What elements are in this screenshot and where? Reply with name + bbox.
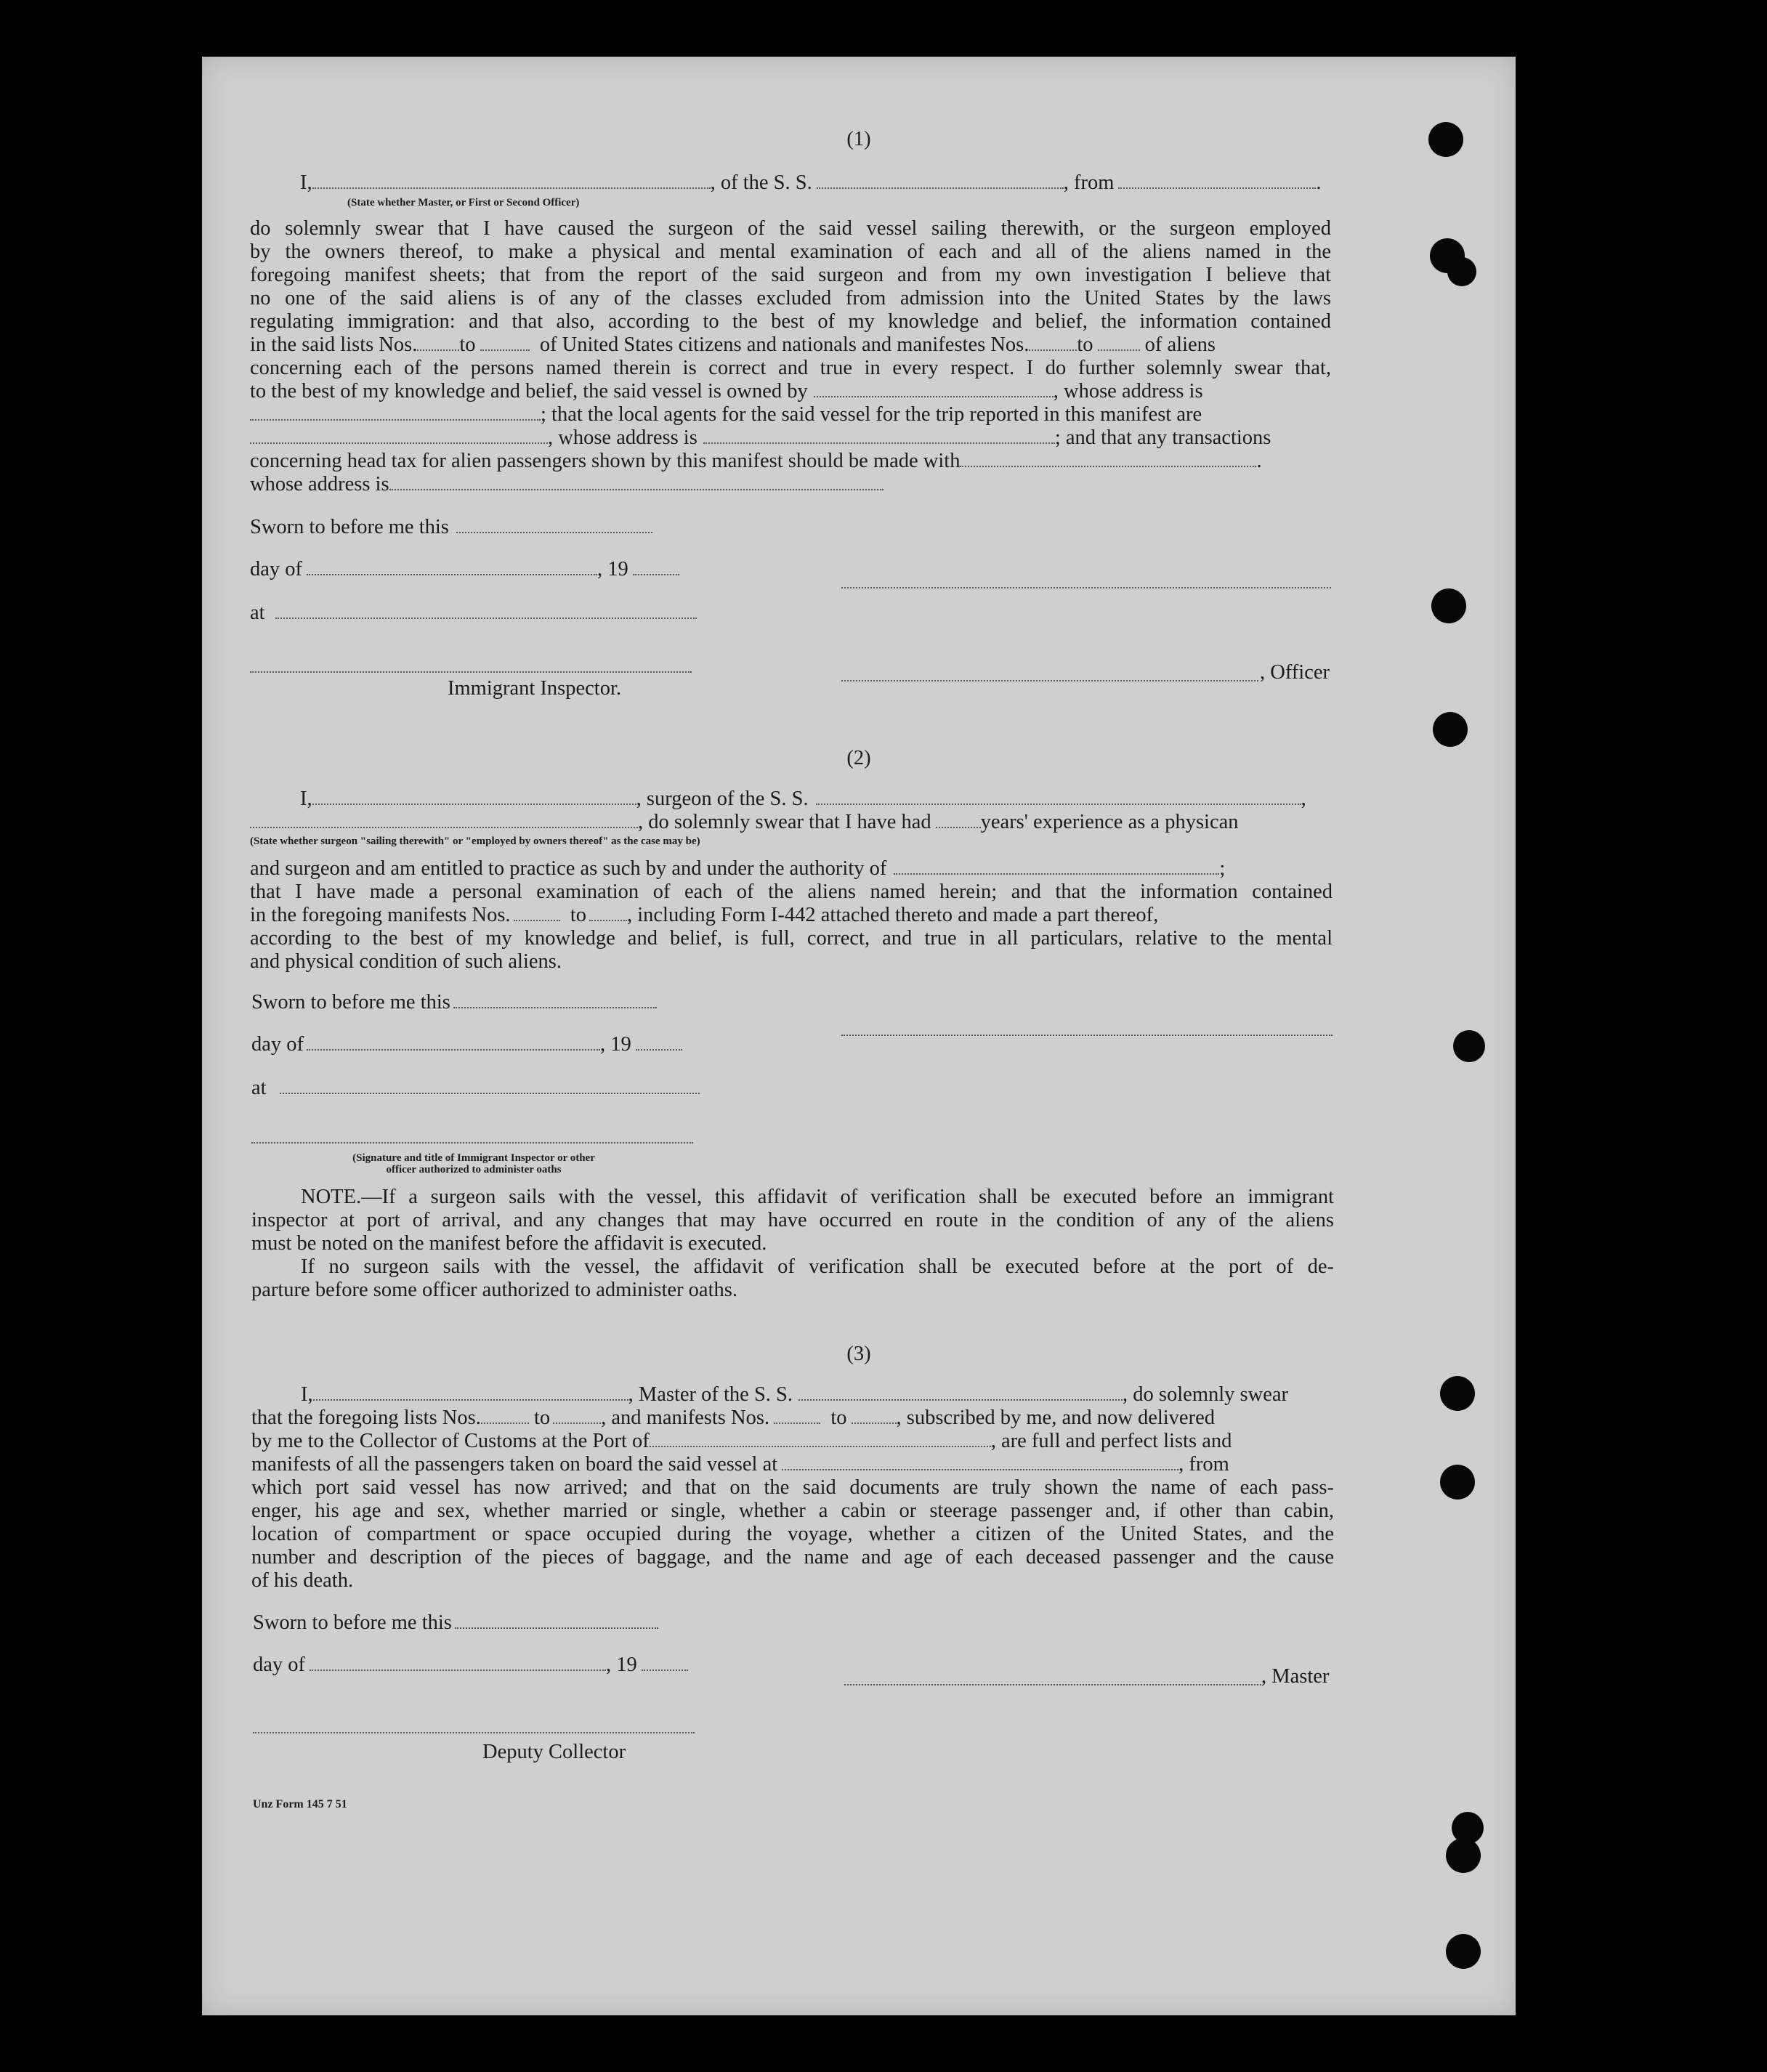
surgeon-signature-line — [841, 1035, 1333, 1036]
sworn-1: Sworn to before me this — [250, 516, 652, 539]
section-2-last-line: and physical condition of such aliens. — [250, 950, 562, 973]
owned-line: to the best of my knowledge and belief, the said vessel is owned by , whose address is — [250, 380, 1203, 402]
section-2-para-line: that I have made a personal examination of each of the aliens named herein; and that the information contained — [250, 881, 1333, 903]
punch-hole — [1433, 712, 1468, 747]
note-line: NOTE.—If a surgeon sails with the vessel, this affidavit of verification shall be executed before an immigrant — [301, 1186, 1334, 1208]
at-2: at — [251, 1077, 700, 1100]
whose-address-line: , whose address is ; and that any transactions — [250, 426, 1340, 450]
sworn-3: Sworn to before me this — [253, 1611, 658, 1635]
manifests-line: in the foregoing manifests Nos. to , including Form I-442 attached thereto and made a part thereof, — [250, 904, 1159, 926]
section-3-last-line: of his death. — [251, 1569, 354, 1592]
punch-hole — [1447, 257, 1476, 286]
section-3-para-line: location of compartment or space occupied during the voyage, whether a citizen of the United States, and the — [251, 1523, 1334, 1545]
officer-label: , Officer — [1260, 661, 1330, 684]
board-line: manifests of all the passengers taken on board the said vessel at , from — [251, 1453, 1229, 1476]
head-tax-line: concerning head tax for alien passengers shown by this manifest should be made with . — [250, 450, 1262, 472]
section-2-para-line: according to the best of my knowledge and belief, is full, correct, and true in all particulars, relative to the mental — [250, 927, 1333, 950]
section-1-number: (1) — [846, 128, 871, 150]
collector-signature-line — [253, 1732, 695, 1733]
section-3-para-line: number and description of the pieces of baggage, and the name and age of each deceased passenger and the cause — [251, 1546, 1334, 1569]
section-1-para-line: do solemnly swear that I have caused the surgeon of the said vessel sailing therewith, or the surgeon employed — [250, 217, 1331, 240]
punch-hole — [1440, 1465, 1475, 1500]
lists-line: in the said lists Nos. to of United States citizens and nationals and manifestes Nos. to of aliens — [250, 333, 1216, 356]
note-line: inspector at port of arrival, and any changes that may have occurred en route in the condition of any of the aliens — [251, 1209, 1334, 1231]
section-2-line-2: , do solemnly swear that I have had years' experience as a physican — [250, 811, 1485, 834]
section-3-para-line: enger, his age and sex, whether married or single, whether a cabin or steerage passenger and, if other than cabin, — [251, 1500, 1334, 1522]
surgeon-note: (State whether surgeon "sailing therewith" or "employed by owners thereof" as the case may be) — [250, 835, 700, 847]
deputy-collector-label: Deputy Collector — [482, 1741, 626, 1763]
section-1-para-line: foregoing manifest sheets; that from the report of the said surgeon and from my own investigation I believe that — [250, 264, 1331, 286]
form-sheet — [202, 57, 1516, 2015]
whose-line: whose address is — [250, 473, 1340, 496]
section-2-line-1: I, , surgeon of the S. S. , — [300, 788, 1306, 810]
agents-line: ; that the local agents for the said vessel for the trip reported in this manifest are — [250, 403, 1340, 426]
note-line: If no surgeon sails with the vessel, the affidavit of verification shall be executed before at the port of de- — [301, 1255, 1334, 1278]
master-label: , Master — [1261, 1665, 1330, 1688]
at-1: at — [250, 602, 697, 625]
port-line: by me to the Collector of Customs at the Port of , are full and perfect lists and — [251, 1430, 1232, 1452]
note-line: parture before some officer authorized to administer oaths. — [251, 1279, 737, 1301]
inspector-signature-line-2 — [251, 1142, 693, 1144]
punch-hole — [1446, 1934, 1481, 1969]
day-of-2: day of , 19 — [251, 1033, 682, 1056]
punch-hole — [1446, 1838, 1481, 1873]
immigrant-inspector-label: Immigrant Inspector. — [448, 677, 622, 700]
signature-line — [841, 587, 1331, 588]
inspector-signature-line — [250, 671, 692, 673]
officer-signature-line — [841, 680, 1258, 681]
section-3-line-1: I, , Master of the S. S. , do solemnly swear — [301, 1383, 1288, 1406]
section-1-para-line: by the owners thereof, to make a physical and mental examination of each and all of the aliens named in the — [250, 240, 1331, 263]
punch-hole — [1440, 1376, 1475, 1411]
form-id: Unz Form 145 7 51 — [253, 1798, 347, 1810]
section-1-para-line: no one of the said aliens is of any of the classes excluded from admission into the United States by the laws — [250, 287, 1331, 309]
punch-hole — [1453, 1030, 1485, 1062]
master-signature-line — [844, 1684, 1261, 1685]
signature-note: (Signature and title of Immigrant Inspector or other officer authorized to administer oaths — [352, 1152, 595, 1175]
punch-hole — [1431, 588, 1466, 623]
section-1-para-line: regulating immigration: and that also, according to the best of my knowledge and belief, the information contained — [250, 310, 1331, 333]
note-line: must be noted on the manifest before the affidavit is executed. — [251, 1232, 767, 1255]
day-of-3: day of , 19 — [253, 1654, 688, 1677]
sworn-2: Sworn to before me this — [251, 991, 657, 1014]
authority-line: and surgeon and am entitled to practice as such by and under the authority of ; — [250, 857, 1226, 880]
lists-line-3: that the foregoing lists Nos. to , and manifests Nos. to , subscribed by me, and now delivered — [251, 1407, 1215, 1429]
punch-hole — [1428, 122, 1463, 157]
officer-note: (State whether Master, or First or Second Officer) — [347, 197, 580, 209]
section-1-line-1: I, , of the S. S. , from . — [300, 171, 1322, 194]
day-of-1: day of , 19 — [250, 558, 679, 581]
concerning-line: concerning each of the persons named therein is correct and true in every respect. I do further solemnly swear that, — [250, 357, 1331, 379]
section-3-para-line: which port said vessel has now arrived; and that on the said documents are truly shown the name of each pass- — [251, 1476, 1334, 1499]
section-3-number: (3) — [846, 1343, 871, 1365]
section-2-number: (2) — [846, 747, 871, 769]
